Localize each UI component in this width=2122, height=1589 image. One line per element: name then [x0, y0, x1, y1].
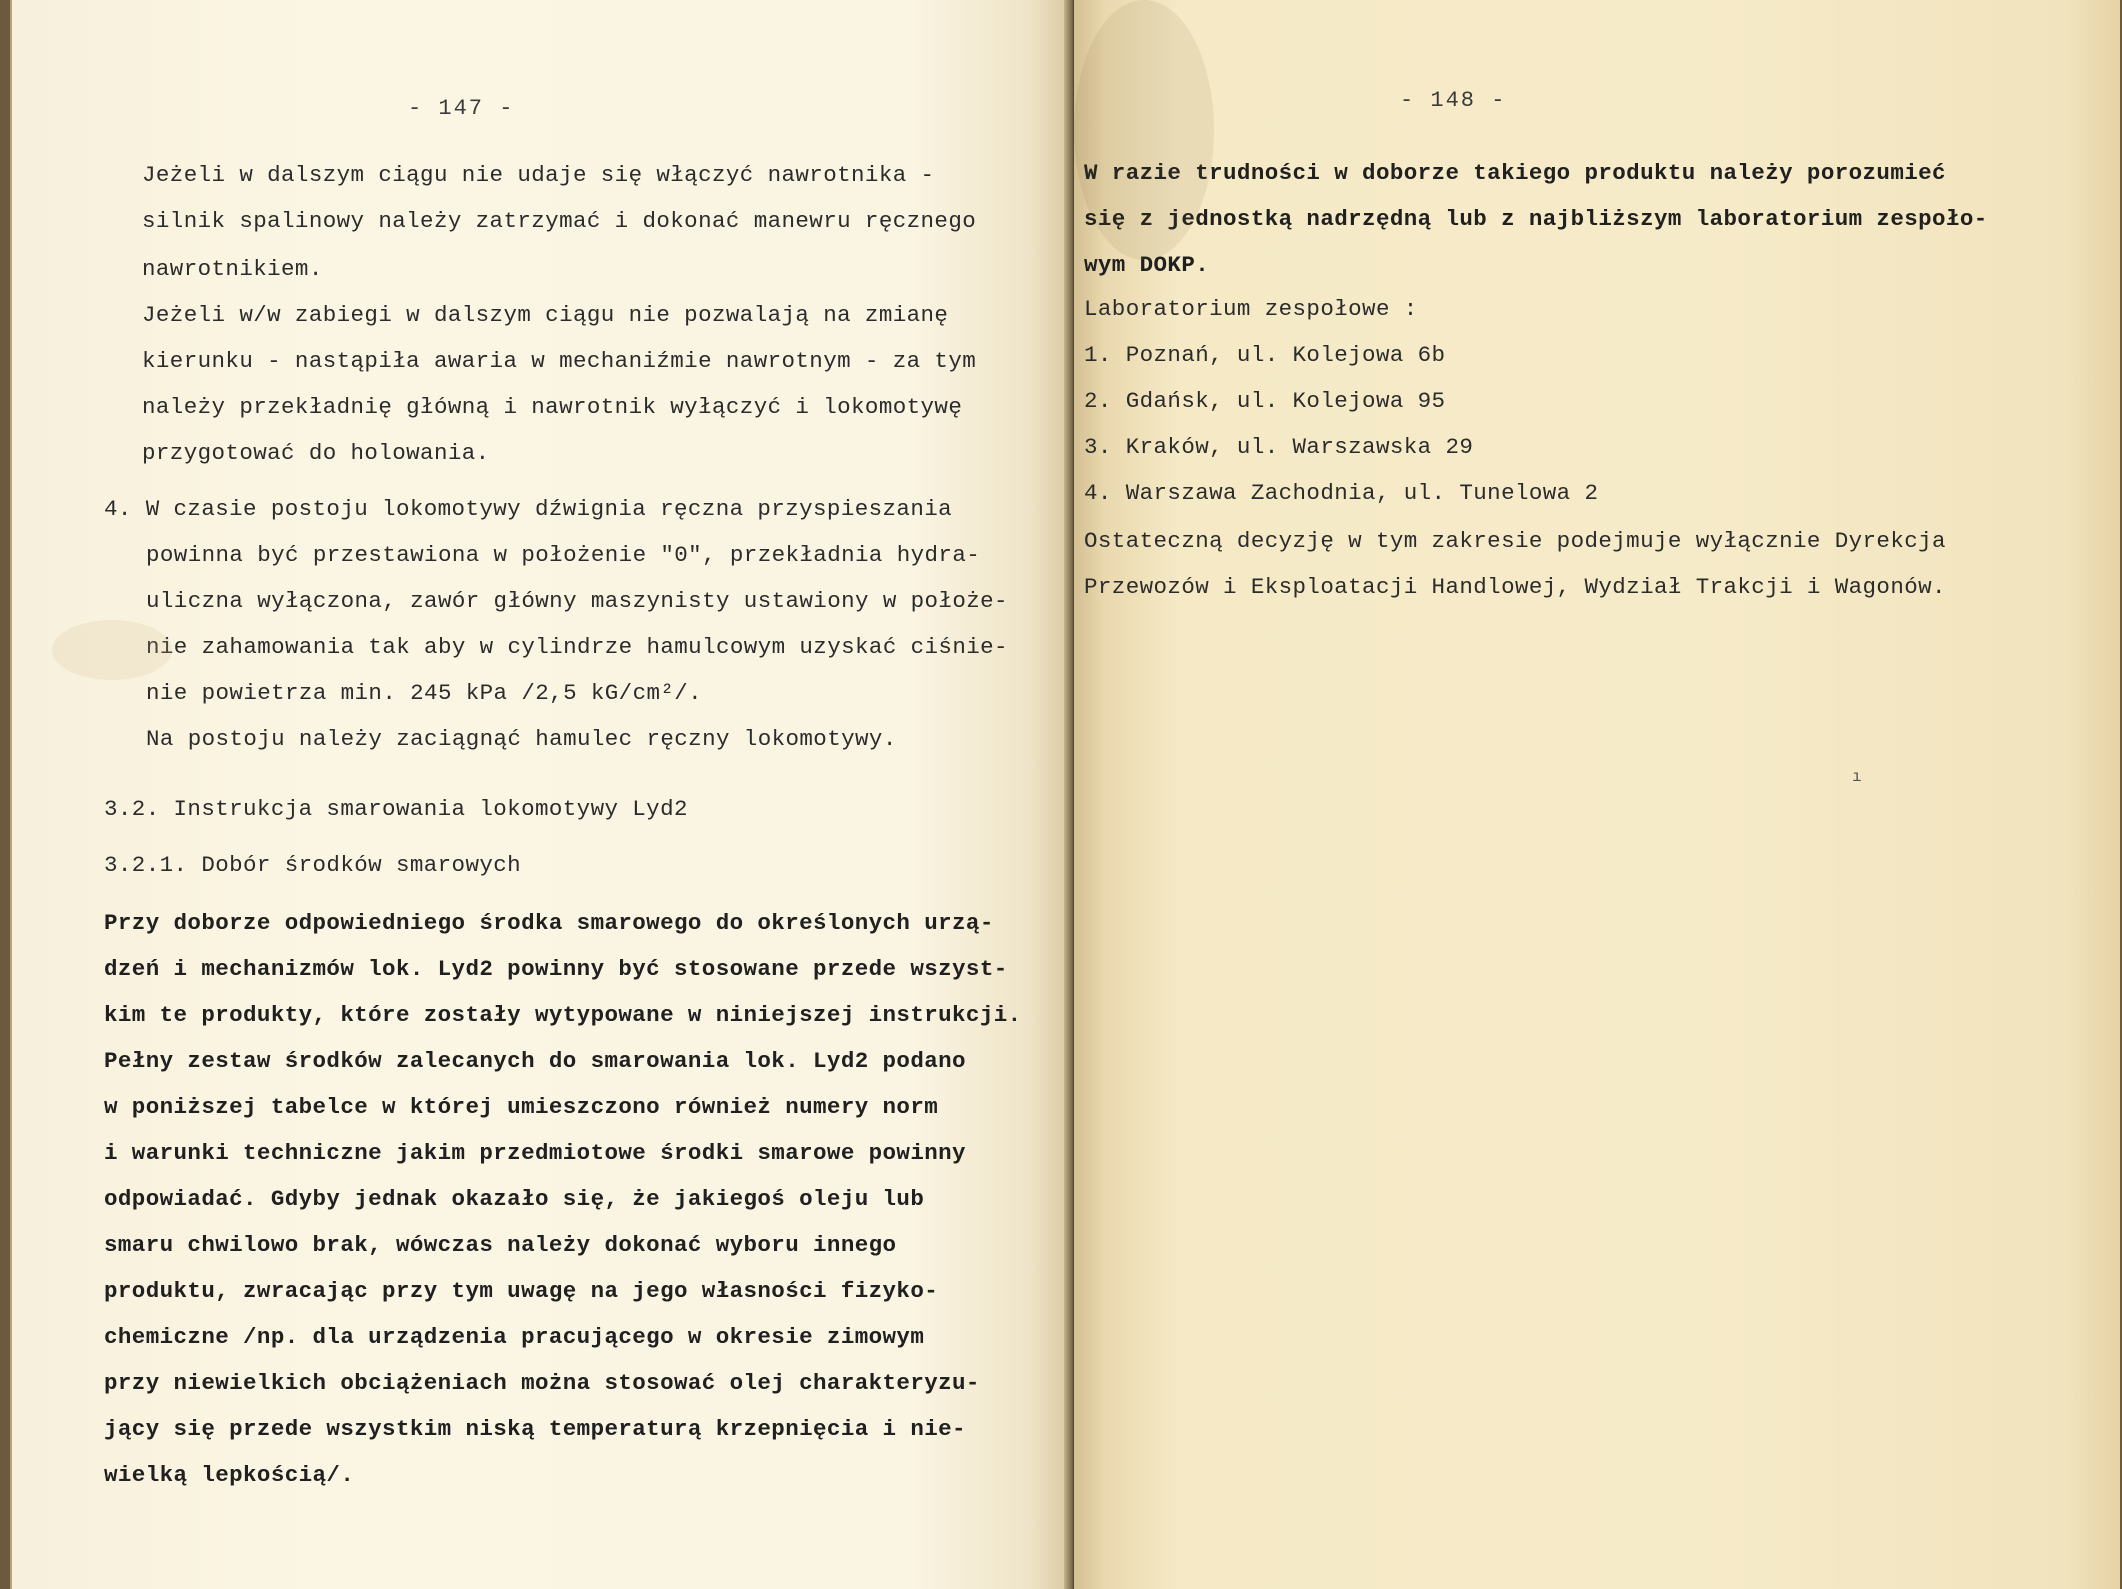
text-line: wielką lepkością/.: [104, 1462, 355, 1488]
text-line: Laboratorium zespołowe :: [1084, 296, 1418, 322]
text-line: Jeżeli w/w zabiegi w dalszym ciągu nie pozwalają na zmianę: [142, 302, 949, 328]
ink-speck: ı: [1852, 768, 1862, 786]
text-line: należy przekładnię główną i nawrotnik wyłączyć i lokomotywę: [142, 394, 963, 420]
text-line: silnik spalinowy należy zatrzymać i dokonać manewru ręcznego: [142, 208, 977, 234]
text-line: uliczna wyłączona, zawór główny maszynisty ustawiony w położe-: [146, 588, 1008, 614]
list-item: 3. Kraków, ul. Warszawska 29: [1084, 434, 1474, 460]
text-line: produktu, zwracając przy tym uwagę na jego własności fizyko-: [104, 1278, 939, 1304]
list-item: 1. Poznań, ul. Kolejowa 6b: [1084, 342, 1446, 368]
text-line: przy niewielkich obciążeniach można stosować olej charakteryzu-: [104, 1370, 980, 1396]
page-number: - 148 -: [1400, 88, 1507, 113]
text-line: chemiczne /np. dla urządzenia pracującego w okresie zimowym: [104, 1324, 925, 1350]
text-line: odpowiadać. Gdyby jednak okazało się, że jakiegoś oleju lub: [104, 1186, 925, 1212]
right-page: [1074, 0, 2120, 1589]
text-line: wym DOKP.: [1084, 252, 1210, 278]
text-line: kim te produkty, które zostały wytypowane w niniejszej instrukcji.: [104, 1002, 1022, 1028]
list-item: 4. W czasie postoju lokomotywy dźwignia ręczna przyspieszania: [104, 496, 953, 522]
list-item: 4. Warszawa Zachodnia, ul. Tunelowa 2: [1084, 480, 1599, 506]
left-page: [10, 0, 1072, 1589]
text-line: Przewozów i Eksploatacji Handlowej, Wydział Trakcji i Wagonów.: [1084, 574, 1946, 600]
section-heading: 3.2. Instrukcja smarowania lokomotywy Lyd2: [104, 796, 688, 822]
text-line: W razie trudności w doborze takiego produktu należy porozumieć: [1084, 160, 1946, 186]
subsection-heading: 3.2.1. Dobór środków smarowych: [104, 852, 522, 878]
text-line: smaru chwilowo brak, wówczas należy dokonać wyboru innego: [104, 1232, 897, 1258]
text-line: Przy doborze odpowiedniego środka smarowego do określonych urzą-: [104, 910, 994, 936]
text-line: jący się przede wszystkim niską temperaturą krzepnięcia i nie-: [104, 1416, 966, 1442]
text-line: w poniższej tabelce w której umieszczono również numery norm: [104, 1094, 939, 1120]
text-line: Na postoju należy zaciągnąć hamulec ręczny lokomotywy.: [146, 726, 897, 752]
text-line: nie powietrza min. 245 kPa /2,5 kG/cm²/.: [146, 680, 703, 706]
text-line: Ostateczną decyzję w tym zakresie podejmuje wyłącznie Dyrekcja: [1084, 528, 1946, 554]
text-line: nie zahamowania tak aby w cylindrze hamulcowym uzyskać ciśnie-: [146, 634, 1008, 660]
text-line: przygotować do holowania.: [142, 440, 490, 466]
text-line: Jeżeli w dalszym ciągu nie udaje się włączyć nawrotnika -: [142, 162, 935, 188]
text-line: nawrotnikiem.: [142, 256, 323, 282]
text-line: kierunku - nastąpiła awaria w mechaniźmie nawrotnym - za tym: [142, 348, 977, 374]
text-line: się z jednostką nadrzędną lub z najbliższym laboratorium zespoło-: [1084, 206, 1988, 232]
text-line: i warunki techniczne jakim przedmiotowe środki smarowe powinny: [104, 1140, 966, 1166]
text-line: dzeń i mechanizmów lok. Lyd2 powinny być stosowane przede wszyst-: [104, 956, 1008, 982]
text-line: powinna być przestawiona w położenie "0", przekładnia hydra-: [146, 542, 981, 568]
text-line: Pełny zestaw środków zalecanych do smarowania lok. Lyd2 podano: [104, 1048, 966, 1074]
page-number: - 147 -: [408, 96, 515, 121]
list-item: 2. Gdańsk, ul. Kolejowa 95: [1084, 388, 1446, 414]
